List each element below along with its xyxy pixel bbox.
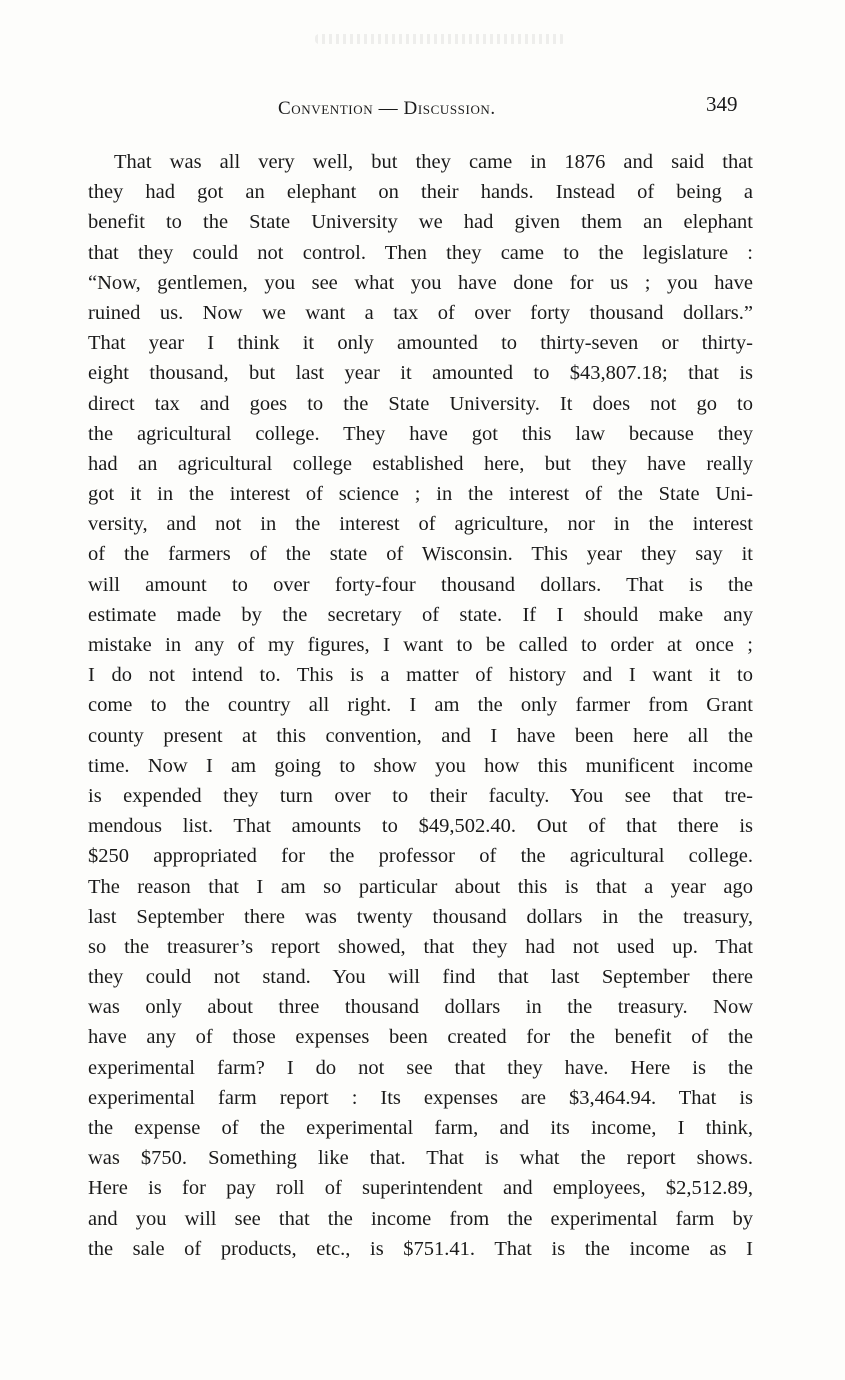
- text-line: they had got an elephant on their hands. Instead of being a: [88, 181, 753, 204]
- body-paragraph: [88, 147, 753, 1264]
- running-head: Convention — Discussion.: [278, 98, 496, 119]
- text-line: direct tax and goes to the State University. It does not go to: [88, 392, 753, 415]
- text-line: time. Now I am going to show you how this munificent income: [88, 754, 753, 777]
- text-line: Here is for pay roll of superintendent and employees, $2,512.89,: [88, 1177, 753, 1200]
- text-line: experimental farm? I do not see that they have. Here is the: [88, 1056, 753, 1079]
- text-line: was $750. Something like that. That is what the report shows.: [88, 1147, 753, 1170]
- text-line: last September there was twenty thousand dollars in the treasury,: [88, 905, 753, 928]
- text-line: got it in the interest of science ; in the interest of the State Uni-: [88, 483, 753, 506]
- text-line: is expended they turn over to their faculty. You see that tre-: [88, 784, 753, 807]
- text-line: have any of those expenses been created for the benefit of the: [88, 1026, 753, 1049]
- text-line: benefit to the State University we had given them an elephant: [88, 211, 753, 234]
- text-line: estimate made by the secretary of state. If I should make any: [88, 603, 753, 626]
- text-line: the sale of products, etc., is $751.41. That is the income as I: [88, 1237, 753, 1260]
- text-line: versity, and not in the interest of agriculture, nor in the interest: [88, 513, 753, 536]
- text-line: come to the country all right. I am the only farmer from Grant: [88, 694, 753, 717]
- text-line: so the treasurer’s report showed, that they had not used up. That: [88, 935, 753, 958]
- text-line: had an agricultural college established here, but they have really: [88, 452, 753, 475]
- text-line: the expense of the experimental farm, and its income, I think,: [88, 1117, 753, 1139]
- text-line: I do not intend to. This is a matter of history and I want it to: [88, 664, 753, 687]
- text-line: that they could not control. Then they came to the legislature :: [88, 241, 753, 264]
- text-line: was only about three thousand dollars in the treasury. Now: [88, 996, 753, 1019]
- text-line: mendous list. That amounts to $49,502.40. Out of that there is: [88, 815, 753, 838]
- text-line: of the farmers of the state of Wisconsin. This year they say it: [88, 543, 753, 566]
- text-line: the agricultural college. They have got this law because they: [88, 422, 753, 445]
- text-line: experimental farm report : Its expenses are $3,464.94. That is: [88, 1086, 753, 1109]
- text-line: “Now, gentlemen, you see what you have done for us ; you have: [88, 271, 753, 294]
- text-line: and you will see that the income from the experimental farm by: [88, 1207, 753, 1230]
- text-line: The reason that I am so particular about this is that a year ago: [88, 875, 753, 898]
- text-line: That was all very well, but they came in 1876 and said that: [114, 151, 753, 173]
- text-line: mistake in any of my figures, I want to be called to order at once ;: [88, 634, 753, 656]
- text-line: That year I think it only amounted to thirty-seven or thirty-: [88, 332, 753, 355]
- print-smudge: [315, 34, 565, 44]
- page-number: 349: [706, 92, 738, 116]
- text-line: county present at this convention, and I have been here all the: [88, 724, 753, 747]
- text-line: will amount to over forty-four thousand dollars. That is the: [88, 573, 753, 596]
- text-line: $250 appropriated for the professor of the agricultural college.: [88, 845, 753, 868]
- text-line: ruined us. Now we want a tax of over forty thousand dollars.”: [88, 301, 753, 324]
- text-line: eight thousand, but last year it amounted to $43,807.18; that is: [88, 362, 753, 385]
- text-line: they could not stand. You will find that last September there: [88, 966, 753, 989]
